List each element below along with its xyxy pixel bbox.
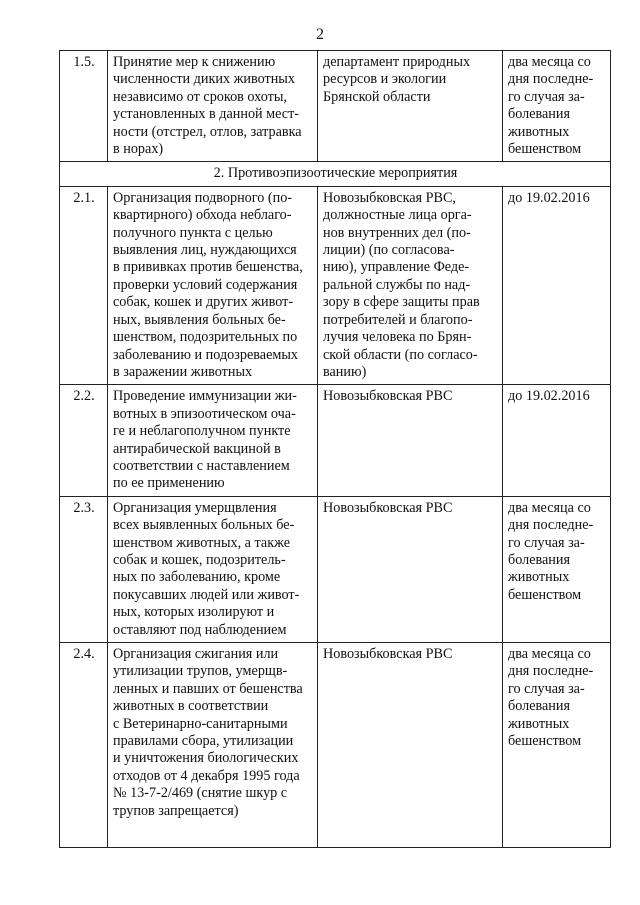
table-row <box>60 643 611 848</box>
executor-text: Новозыбковская РВС, должностные лица орга- нов внутренних дел (по- лиции) (по согласова- нию), управление Феде- ральной службы по над- зору в сфере защиты прав потребителей и благопо- лучия человека по Брян- ской области (по согласо- ванию) <box>318 186 503 384</box>
row-number: 2.4. <box>60 643 108 848</box>
section-row <box>60 162 611 186</box>
term-text: два месяца со дня последне- го случая за- болевания животных бешенством <box>503 51 611 162</box>
term-text: два месяца со дня последне- го случая за- болевания животных бешенством <box>503 643 611 848</box>
table-row <box>60 496 611 642</box>
row-number: 2.1. <box>60 186 108 384</box>
measure-text: Организация умерщвления всех выявленных больных бе- шенством животных, а также собак и кошек, подозритель- ных по заболеванию, кроме покусавших людей или живот- ных, которых изолируют и оставляют под наблюдением <box>108 496 318 642</box>
row-number: 1.5. <box>60 51 108 162</box>
measure-text: Принятие мер к снижению численности диких животных независимо от сроков охоты, установленных в данной мест- ности (отстрел, отлов, затравка в норах) <box>108 51 318 162</box>
term-text: до 19.02.2016 <box>503 186 611 384</box>
measure-text: Организация подворного (по- квартирного) обхода неблаго- получного пункта с целью выявления лиц, нуждающихся в прививках против бешенства, проверки условий содержания собак, кошек и других живот- ных, выявления больных бе- шенством, подозрительных по заболеванию и подозреваемых в заражении животных <box>108 186 318 384</box>
term-text: до 19.02.2016 <box>503 385 611 496</box>
table-row <box>60 186 611 384</box>
table-row <box>60 51 611 162</box>
measure-text: Проведение иммунизации жи- вотных в эпизоотическом оча- ге и неблагополучном пункте антирабической вакциной в соответствии с наставлением по ее применению <box>108 385 318 496</box>
row-number: 2.3. <box>60 496 108 642</box>
table-row <box>60 385 611 496</box>
executor-text: Новозыбковская РВС <box>318 496 503 642</box>
row-number: 2.2. <box>60 385 108 496</box>
measures-table <box>59 50 611 848</box>
measure-text: Организация сжигания или утилизации трупов, умерщв- ленных и павших от бешенства животных в соответствии с Ветеринарно-санитарными правилами сбора, утилизации и уничтожения биологических отходов от 4 декабря 1995 года № 13-7-2/469 (снятие шкур с трупов запрещается) <box>108 643 318 848</box>
executor-text: Новозыбковская РВС <box>318 643 503 848</box>
section-title: 2. Противоэпизоотические мероприятия <box>60 162 611 186</box>
page-number: 2 <box>316 26 324 43</box>
term-text: два месяца со дня последне- го случая за- болевания животных бешенством <box>503 496 611 642</box>
executor-text: департамент природных ресурсов и экологии Брянской области <box>318 51 503 162</box>
executor-text: Новозыбковская РВС <box>318 385 503 496</box>
